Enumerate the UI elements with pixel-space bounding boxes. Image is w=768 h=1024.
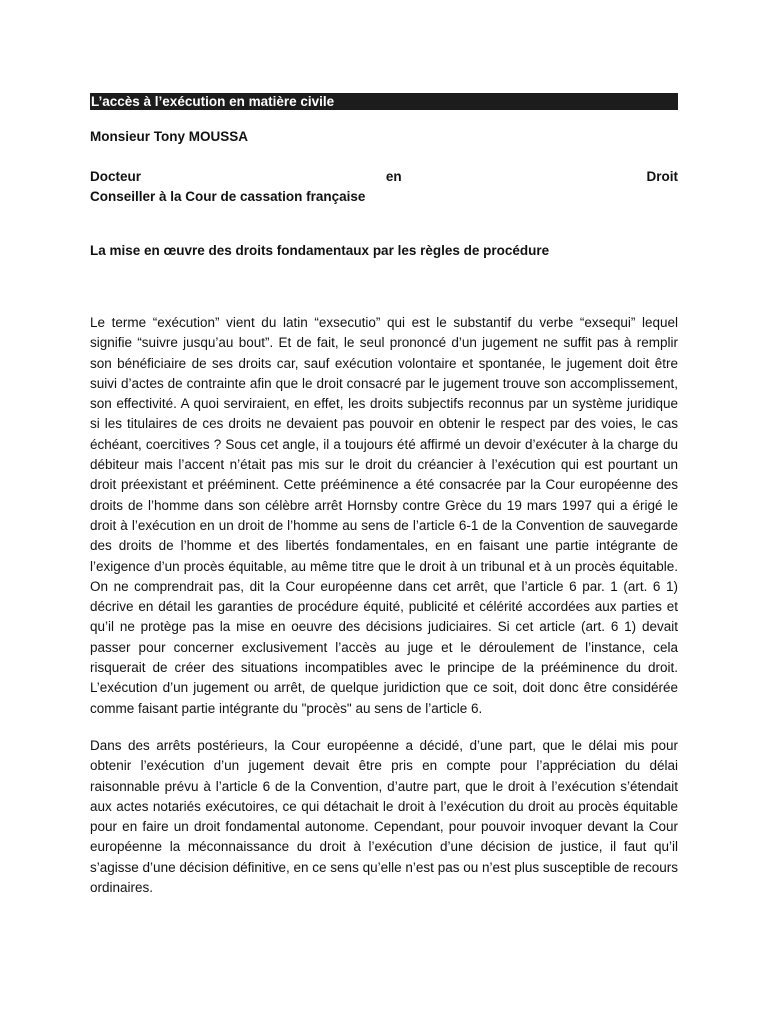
body-paragraph-2: Dans des arrêts postérieurs, la Cour européenne a décidé, d’une part, que le délai mis pour obtenir l’exécution d’un jugement devait être pris en compte pour l’appréciation du délai raisonnable prévu à l’article 6 de la Convention, d’autre part, que le droit à l’exécution s’étendait aux actes notariés exécutoires, ce qui détachait le droit à l’exécution du droit au procès équitable pour en faire un droit fondamental autonome. Cependant, pour pouvoir invoquer devant la Cour européenne la méconnaissance du droit à l’exécution d’une décision de justice, il faut qu’il s’agisse d’une décision définitive, en ce sens qu’elle n’est pas ou n’est plus susceptible de recours ordinaires.	[90, 737, 678, 896]
credentials-line-2: Conseiller à la Cour de cassation française	[90, 189, 366, 204]
author-name: Monsieur Tony MOUSSA	[90, 129, 249, 144]
credentials-word-2: en	[385, 169, 402, 184]
credentials-word-3: Droit	[646, 169, 678, 184]
author-credentials	[90, 167, 678, 207]
credentials-line-1	[90, 167, 678, 187]
document-content	[90, 93, 678, 898]
document-title: L’accès à l’exécution en matière civile	[90, 93, 678, 110]
credentials-word-1: Docteur	[90, 169, 142, 184]
body-paragraph-1: Le terme “exécution” vient du latin “exsecutio” qui est le substantif du verbe “exsequi” lequel signifie “suivre jusqu’au bout”. Et de fait, le seul prononcé d’un jugement ne suffit pas à remplir son bénéficiaire de ses droits car, sauf exécution volontaire et spontanée, le jugement doit être suivi d’actes de contrainte afin que le droit consacré par le jugement trouve son accomplissement, son effectivité. A quoi serviraient, en effet, les droits subjectifs reconnus par un système juridique si les titulaires de ces droits ne devaient pas pouvoir en obtenir le respect par des voies, le cas échéant, coercitives ? Sous cet angle, il a toujours été affirmé un devoir d’exécuter à la charge du débiteur mais l’accent n’était pas mis sur le droit du créancier à l’exécution qui est pourtant un droit préexistant et prééminent. Cette prééminence a été consacrée par la Cour européenne des droits de l’homme dans son célèbre arrêt Hornsby contre Grèce du 19 mars 1997 qui a érigé le droit à l’exécution en un droit de l’homme au sens de l’article 6-1 de la Convention de sauvegarde des droits de l’homme et des libertés fondamentales, en en faisant une partie intégrante de l’exigence d’un procès équitable, au même titre que le droit à un tribunal et à un procès équitable. On ne comprendrait pas, dit la Cour européenne dans cet arrêt, que l’article 6 par. 1 (art. 6 1) décrive en détail les garanties de procédure équité, publicité et célérité accordées aux parties et qu’il ne protège pas la mise en oeuvre des décisions judiciaires. Si cet article (art. 6 1) devait passer pour concerner exclusivement l’accès au juge et le déroulement de l’instance, cela risquerait de créer des situations incompatibles avec le principe de la prééminence du droit. L’exécution d’un jugement ou arrêt, de quelque juridiction que ce soit, doit donc être considérée comme faisant partie intégrante du "procès" au sens de l’article 6.	[90, 315, 678, 716]
section-subtitle: La mise en œuvre des droits fondamentaux par les règles de procédure	[90, 243, 550, 258]
